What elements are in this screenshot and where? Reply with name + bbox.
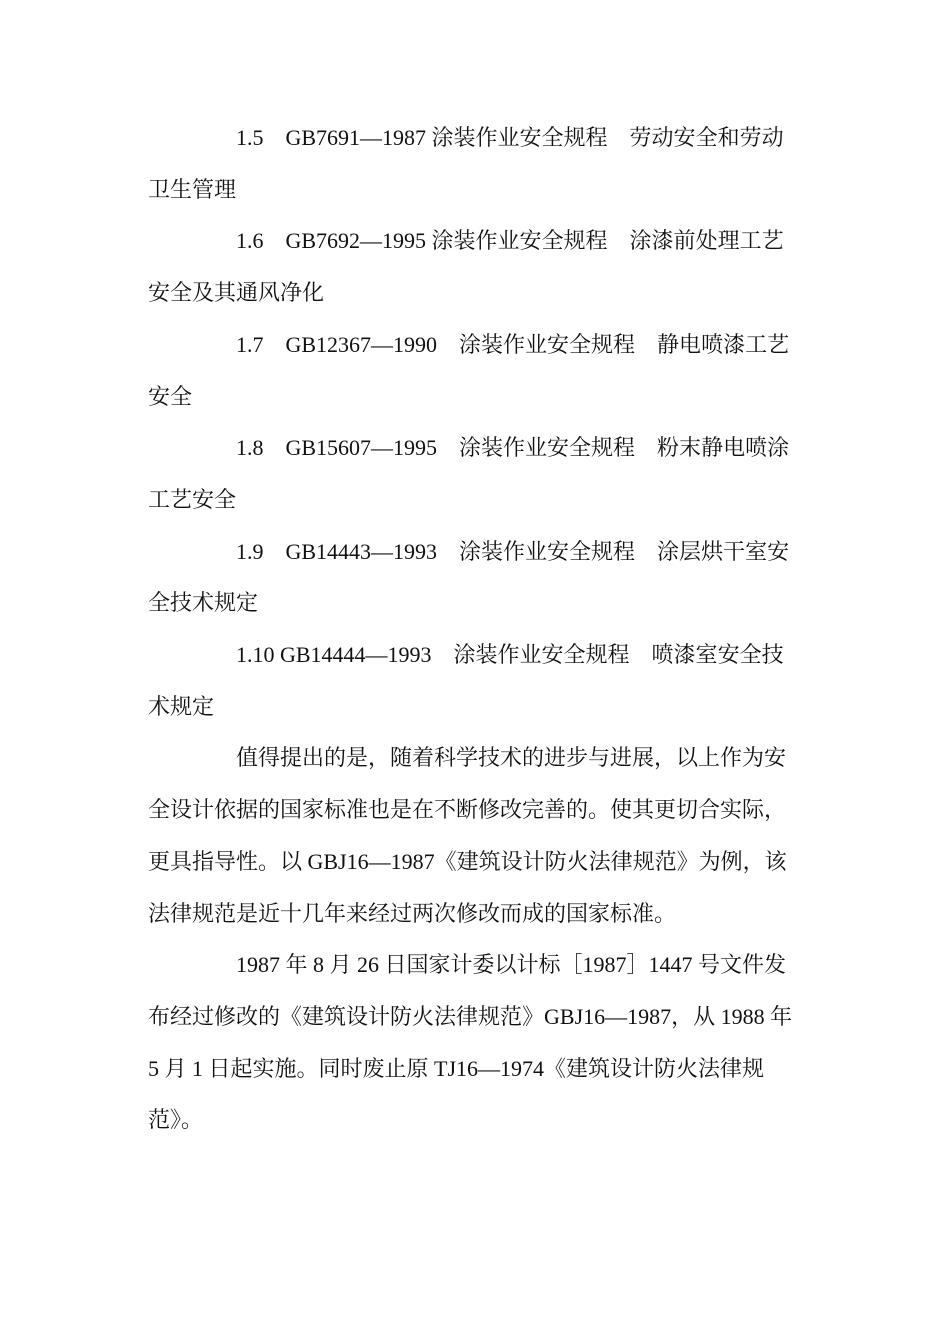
text-line: 1987 年 8 月 26 日国家计委以计标［1987］1447 号文件发 xyxy=(236,952,787,978)
text-line: 安全及其通风净化 xyxy=(148,280,325,306)
text-line: 1.7 GB12367—1990 涂装作业安全规程 静电喷漆工艺 xyxy=(236,331,790,357)
document-body xyxy=(148,112,800,1146)
text-line: 1.6 GB7692—1995 涂装作业安全规程 涂漆前处理工艺 xyxy=(236,228,784,254)
body-paragraph xyxy=(148,939,800,1146)
body-paragraph xyxy=(148,732,800,939)
text-line: 工艺安全 xyxy=(148,486,237,512)
standard-item-1-10 xyxy=(148,629,800,732)
text-line: 卫生管理 xyxy=(148,176,237,202)
text-line: 5 月 1 日起实施。同时废止原 TJ16—1974《建筑设计防火法律规 xyxy=(148,1055,765,1081)
text-line: 全设计依据的国家标准也是在不断修改完善的。使其更切合实际， xyxy=(148,797,787,823)
standard-item-1-5 xyxy=(148,112,800,215)
text-line: 1.8 GB15607—1995 涂装作业安全规程 粉末静电喷涂 xyxy=(236,435,790,461)
text-line: 术规定 xyxy=(148,693,215,719)
standard-item-1-6 xyxy=(148,215,800,318)
standard-item-1-9 xyxy=(148,526,800,629)
text-line: 范》。 xyxy=(148,1107,204,1133)
text-line: 全技术规定 xyxy=(148,590,259,616)
text-line: 法律规范是近十几年来经过两次修改而成的国家标准。 xyxy=(148,900,677,926)
text-line: 1.9 GB14443—1993 涂装作业安全规程 涂层烘干室安 xyxy=(236,538,790,564)
text-line: 更具指导性。以 GBJ16—1987《建筑设计防火法律规范》为例，该 xyxy=(148,848,787,874)
text-line: 1.10 GB14444—1993 涂装作业安全规程 喷漆室安全技 xyxy=(236,642,784,668)
text-line: 1.5 GB7691—1987 涂装作业安全规程 劳动安全和劳动 xyxy=(236,125,784,150)
text-line: 布经过修改的《建筑设计防火法律规范》GBJ16—1987，从 1988 年 xyxy=(148,1003,793,1029)
standard-item-1-8 xyxy=(148,422,800,525)
text-line: 值得提出的是，随着科学技术的进步与进展，以上作为安 xyxy=(236,745,787,771)
standard-item-1-7 xyxy=(148,319,800,422)
text-line: 安全 xyxy=(148,383,193,409)
